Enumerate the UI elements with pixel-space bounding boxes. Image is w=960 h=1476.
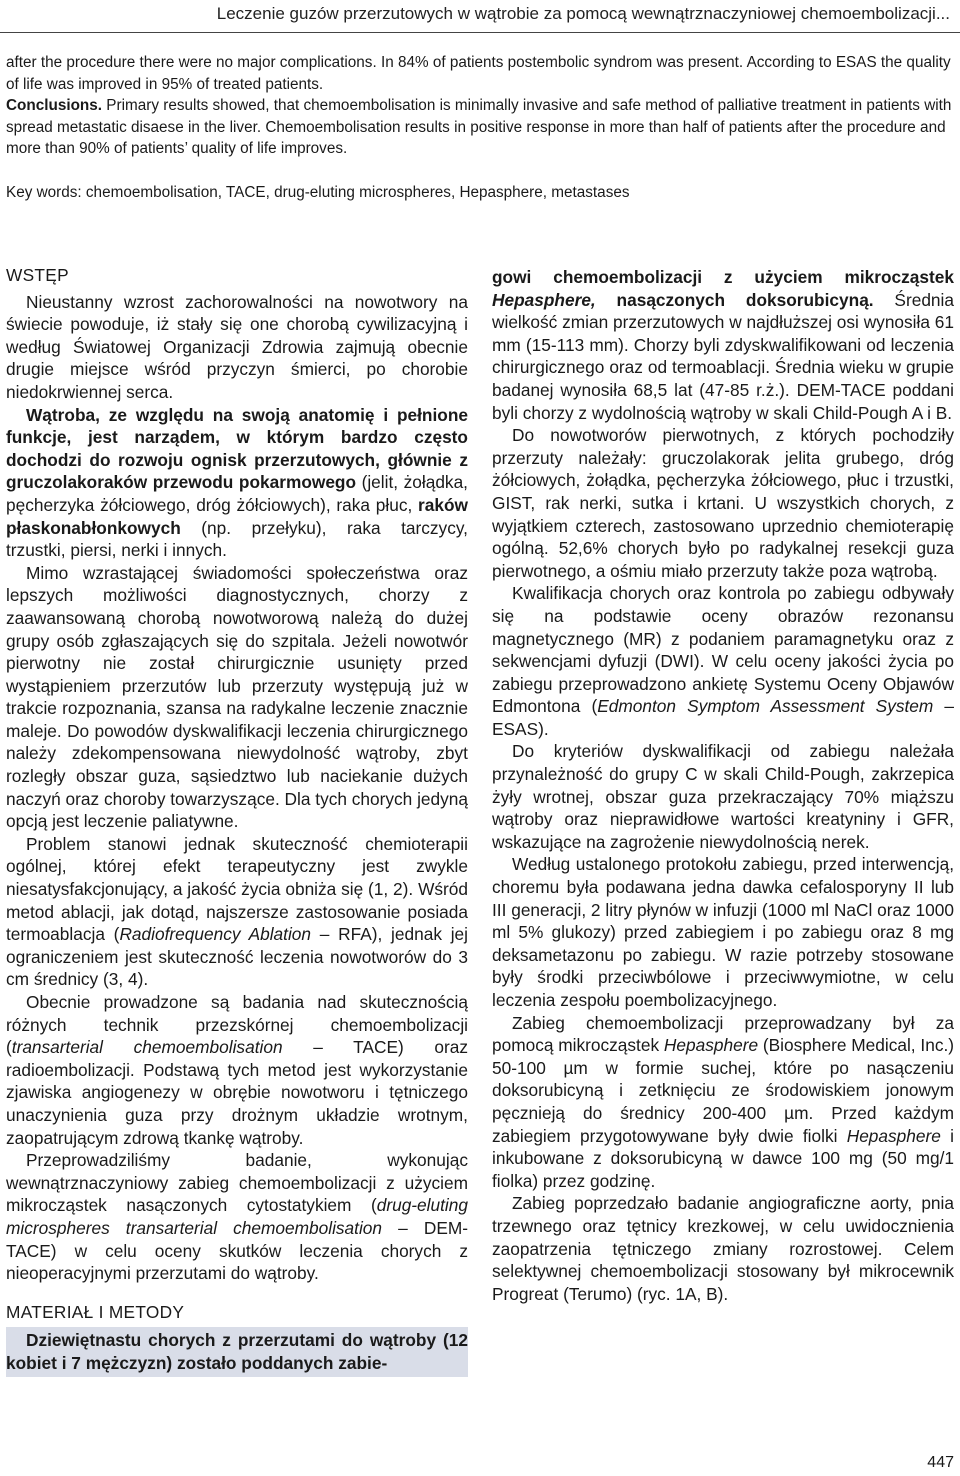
text-span: Zabieg chemoembolizacji przeprowadzany był za pomocą mikrocząstek: [492, 1012, 954, 1056]
text-span: Kwalifikacja chorych oraz kontrola po zabiegu odbywały się na podstawie oceny obrazów rezonansu magnetycznego (MR) z podaniem paramagnetyku oraz z sekwencjami dyfuzji (DWI). W celu oceny jakości życia po zabiegu przeprowadzono ankietę Systemu Oceny Objawów Edmontona (: [492, 583, 954, 717]
text-span: (np. przełyku), raka tarczycy, trzustki, piersi, nerki i innych.: [6, 517, 468, 561]
conclusions-label: Conclusions.: [6, 97, 103, 114]
italic-text: Hepasphere,: [492, 289, 596, 310]
text-span: Obecnie prowadzone są badania nad skutecznością różnych technik przezskórnej chemoembolizacji (: [6, 992, 468, 1058]
right-column: [492, 266, 954, 1305]
page-number: 447: [927, 1454, 954, 1471]
bold-text: Wątroba, ze względu na swoją anatomię i pełnione funkcje, jest narządem, w którym bardzo często dochodzi do rozwoju ognisk przerzutowych, głównie z gruczolakoraków przewodu pokarmowego: [6, 404, 468, 493]
paragraph: Nieustanny wzrost zachorowalności na nowotwory na świecie powoduje, iż stały się one chorobą cywilizacyjną i według Światowej Organizacji Zdrowia zajmują obecnie drugie miejsce wśród przyczyn śmierci, po chorobie niedokrwiennej serca.: [6, 291, 468, 402]
text-span: – RFA), jednak jej ograniczeniem jest skuteczność leczenia nowotworów do 3 cm średnicy (3, 4).: [6, 924, 469, 990]
conclusions-text: Primary results showed, that chemoembolisation is minimally invasive and safe method of palliative treatment in patients with spread metastatic disaese in the liver. Chemoembolisation results in positive response in more than half of patients after the procedure and more than 90% of patients’ quality of life improves.: [6, 97, 952, 157]
highlighted-paragraph: Dziewiętnastu chorych z przerzutami do wątroby (12 kobiet i 7 mężczyzn) zostało poddanych zabie-: [6, 1327, 468, 1376]
text-span: gowi chemoembolizacji z użyciem mikrocząstek: [492, 267, 954, 287]
section-heading-methods: MATERIAŁ I METODY: [6, 1301, 185, 1322]
paragraph: [6, 833, 468, 991]
abstract-section: [6, 52, 954, 160]
section-heading-intro: WSTĘP: [6, 265, 69, 285]
paragraph: [492, 582, 954, 740]
paragraph: Mimo wzrastającej świadomości społeczeństwa oraz lepszych możliwości diagnostycznych, chorzy z zaawansowaną chorobą nowotworową należą do dużej grupy osób zgłaszających się do szpitala. Jeżeli nowotwór pierwotny nie został chirurgicznie usunięty przed wystąpieniem przerzutów lub przerzuty występują już w trakcie rozpoznania, szansa na radykalne leczenie znacznie maleje. Do powodów dyskwalifikacji leczenia chirurgicznego należy zdekompensowana niewydolność wątroby, zbyt rozległy obszar guza, sąsiedztwo lub naciekanie dużych naczyń oraz choroby towarzyszące. Dla tych chorych jedyną opcją jest leczenie paliatywne.: [6, 562, 469, 832]
italic-text: Edmonton Symptom Assessment System: [597, 696, 934, 717]
paragraph: [492, 1012, 954, 1193]
abstract-results-text: after the procedure there were no major complications. In 84% of patients postembolic syndrom was present. According to ESAS the quality of life was improved in 95% of treated patients.: [6, 54, 951, 93]
italic-text: drug-eluting microspheres transarterial chemoembolisation: [6, 1195, 468, 1238]
text-span: – TACE) oraz radioembolizacji. Podstawą tych metod jest wykorzystanie zjawiska angiogenezy w obrębie nowotworu i tętniczego unaczynienia guza przy drożnym układzie wrotnym, zaopatrującym zdrową tkankę wątroby.: [6, 1037, 468, 1148]
paragraph: [492, 266, 954, 424]
running-header-title: Leczenie guzów przerzutowych w wątrobie za pomocą wewnątrznaczyniowej chemoembolizacji...: [216, 4, 950, 23]
text-span: nasączonych doksorubicyną.: [595, 289, 874, 310]
text-span: – ESAS).: [492, 696, 954, 739]
italic-text: Hepasphere: [663, 1035, 759, 1056]
italic-text: transarterial chemoembolisation: [11, 1037, 283, 1058]
text-span: (Biosphere Medical, Inc.) 50-100 µm w formie suchej, które po nasączeniu doksorubicyną i zetknięciu ze środowiskiem jonowym pęcznieją do średnicy 200-400 µm. Przed każdym zabiegiem przygotowywane były dwie fiolki: [492, 1035, 955, 1146]
text-span: (jelit, żołądka, pęcherzyka żółciowego, dróg żółciowych), raka płuc,: [6, 472, 468, 515]
text-span: i inkubowane z doksorubicyną w dawce 100 mg (50 mg/1 fiolka) przez godzinę.: [492, 1125, 954, 1191]
italic-text: Radiofrequency Ablation: [119, 924, 312, 945]
paragraph: [6, 1149, 468, 1285]
paragraph: Do kryteriów dyskwalifikacji od zabiegu należała przynależność do grupy C w skali Child-Pough, zakrzepica żyły wrotnej, obszar guza przekraczający 70% miąższu wątroby oraz nieprawidłowe wartości kreatyniny i GFR, wskazujące na zagrożenie niewydolnością nerek.: [492, 741, 954, 852]
left-column: [6, 264, 468, 1377]
paragraph: [6, 991, 468, 1149]
keywords: Key words: chemoembolisation, TACE, drug-eluting microspheres, Hepasphere, metastases: [6, 184, 630, 201]
running-header: [0, 0, 960, 33]
paragraph: Do nowotworów pierwotnych, z których pochodziły przerzuty należały: gruczolakorak jelita grubego, dróg żółciowych, żołądka, pęcherzyka żółciowego, płuc i trzustki, GIST, rak nerki, sutka i krtani. U wszystkich chorych, z wyjątkiem czterech, zastosowano uprzednio chemioterapię ogólną. 52,6% chorych było po radykalnej resekcji guza pierwotnego, a ośmiu miało przerzuty także poza wątrobą.: [492, 425, 954, 581]
text-span: Problem stanowi jednak skuteczność chemioterapii ogólnej, której efekt terapeutyczny jest zwykle niesatysfakcjonujący, a jakość życia obniża się (1, 2). Wśród metod ablacji, jak dotąd, najszersze zastosowanie posiada termoablacja (: [6, 833, 468, 945]
bold-text: raków płaskonabłonkowych: [6, 494, 468, 538]
text-span: – DEM-TACE) w celu oceny skutków leczenia chorych z nieoperacyjnymi przerzutami do wątroby.: [6, 1217, 468, 1284]
paragraph: Według ustalonego protokołu zabiegu, przed interwencją, choremu była podawana jedna dawka cefalosporyny II lub III generacji, 2 litry płynów w infuzji (1000 ml NaCl oraz 1000 ml 5% glukozy) przed zabiegiem i po zabiegu oraz 8 mg deksametazonu po zabiegu. W razie potrzeby stosowane były środki przeciwbólowe i przeciwwymiotne, w celu leczenia zespołu poembolizacyjnego.: [492, 854, 954, 1010]
text-span: Przeprowadziliśmy badanie, wykonując wewnątrznaczyniowy zabieg chemoembolizacji z użyciem mikrocząstek nasączonych cytostatykiem (: [6, 1150, 468, 1216]
italic-text: Hepasphere: [846, 1125, 941, 1146]
paragraph: [6, 404, 468, 562]
abstract-conclusions: [6, 95, 954, 160]
paragraph: Zabieg poprzedzało badanie angiograficzne aorty, pnia trzewnego oraz tętnicy krezkowej, w celu uwidocznienia zaopatrzenia tętniczego zmiany rozrostowej. Celem selektywnej chemoembolizacji stosowany był mikrocewnik Progreat (Terumo) (ryc. 1A, B).: [492, 1193, 954, 1304]
text-span: Średnia wielkość zmian przerzutowych w najdłuższej osi wynosiła 61 mm (15-113 mm). Chorzy byli zdyskwalifikowani od leczenia chirurgicznego oraz od termoablacji. Średnia wieku w grupie badanej wynosiła 68,5 lat (47-85 r.ż.). DEM-TACE poddani byli chorzy z wydolnością wątroby w skali Child-Pough A i B.: [492, 289, 954, 423]
